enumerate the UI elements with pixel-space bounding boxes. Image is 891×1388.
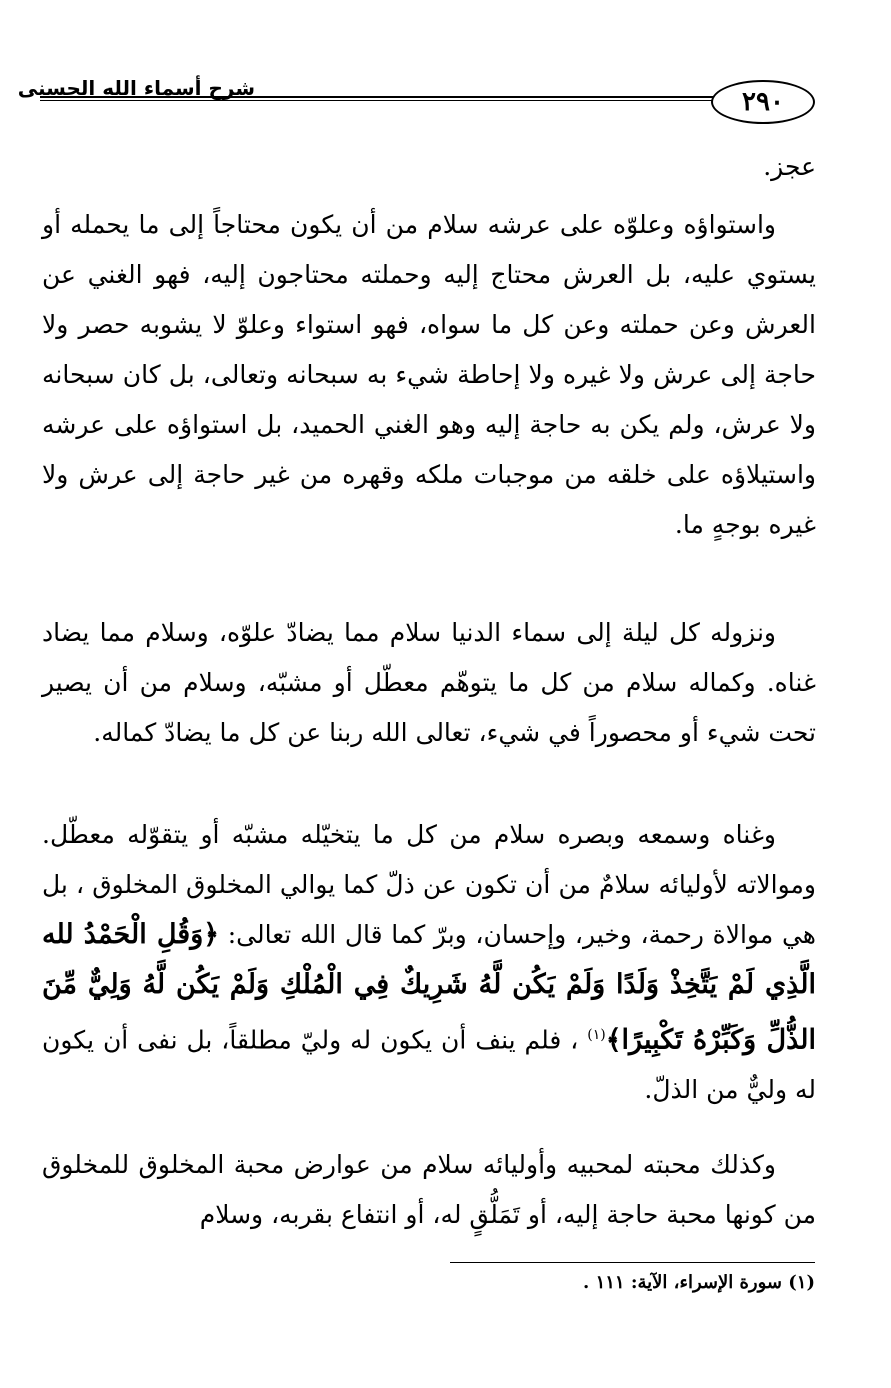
page-header xyxy=(17,70,815,130)
paragraph xyxy=(42,810,816,1115)
paragraph-continuation: عجز. xyxy=(763,152,816,181)
header-rule xyxy=(40,96,715,98)
paragraph-text: وغناه وسمعه وبصره سلام من كل ما يتخيّله مشبّه أو يتقوّله معطّل. وموالاته لأوليائه سلامٌ من أن تكون عن ذلّ كما يوالي المخلوق المخلوق ، بل هي موالاة رحمة، وخير، وإحسان، وبرّ كما قال الله تعالى: xyxy=(42,820,816,949)
footnote-rule xyxy=(450,1262,815,1263)
footnote: (١) سورة الإسراء، الآية: ١١١ . xyxy=(583,1272,815,1293)
footnote-marker: (١) xyxy=(587,1027,606,1043)
paragraph: ونزوله كل ليلة إلى سماء الدنيا سلام مما يضادّ علوّه، وسلام مما يضاد غناه. وكماله سلام من كل ما يتوهّم معطّل أو مشبّه، وسلام من أن يصير تحت شيء أو محصوراً في شيء، تعالى الله ربنا عن كل ما يضادّ كماله. xyxy=(42,618,816,747)
page-number: ٢٩٠ xyxy=(711,80,815,124)
book-title: شرح أسماء الله الحسنى xyxy=(17,76,255,100)
paragraph-3-block xyxy=(42,810,816,1115)
paragraph-text: ، فلم ينف أن يكون له وليّ مطلقاً، بل نفى أن يكون له وليٌّ من الذلّ. xyxy=(42,1025,816,1105)
paragraph-4-block xyxy=(42,1140,816,1240)
quran-verse: ﴿وَقُلِ الْحَمْدُ لله الَّذِي لَمْ يَتَّخِذْ وَلَدًا وَلَمْ يَكُن لَّهُ شَرِيكٌ فِي الْمُلْكِ وَلَمْ يَكُن لَّهُ وَلِيٌّ مِّنَ الذُّلِّ وَكَبِّرْهُ تَكْبِيرًا﴾ xyxy=(42,919,816,1056)
paragraph-2-block xyxy=(42,608,816,758)
paragraph-1-block xyxy=(42,200,816,550)
paragraph: وكذلك محبته لمحبيه وأوليائه سلام من عوارض محبة المخلوق للمخلوق من كونها محبة حاجة إليه، أو تَمَلُّقٍ له، أو انتفاع بقربه، وسلام xyxy=(42,1150,816,1229)
paragraph: واستواؤه وعلوّه على عرشه سلام من أن يكون محتاجاً إلى ما يحمله أو يستوي عليه، بل العرش محتاج إليه وحملته محتاجون إليه، فهو الغني عن العرش وعن حملته وعن كل ما سواه، فهو استواء وعلوّ لا يشوبه حصر ولا حاجة إلى عرش ولا غيره ولا إحاطة شيء به سبحانه وتعالى، بل كان سبحانه ولا عرش، ولم يكن به حاجة إليه وهو الغني الحميد، بل استواؤه على عرشه واستيلاؤه على خلقه من موجبات ملكه وقهره من غير حاجة إلى عرش ولا غيره بوجهٍ ما. xyxy=(42,210,816,539)
main-text xyxy=(42,142,816,192)
header-rule-thin xyxy=(40,100,715,101)
